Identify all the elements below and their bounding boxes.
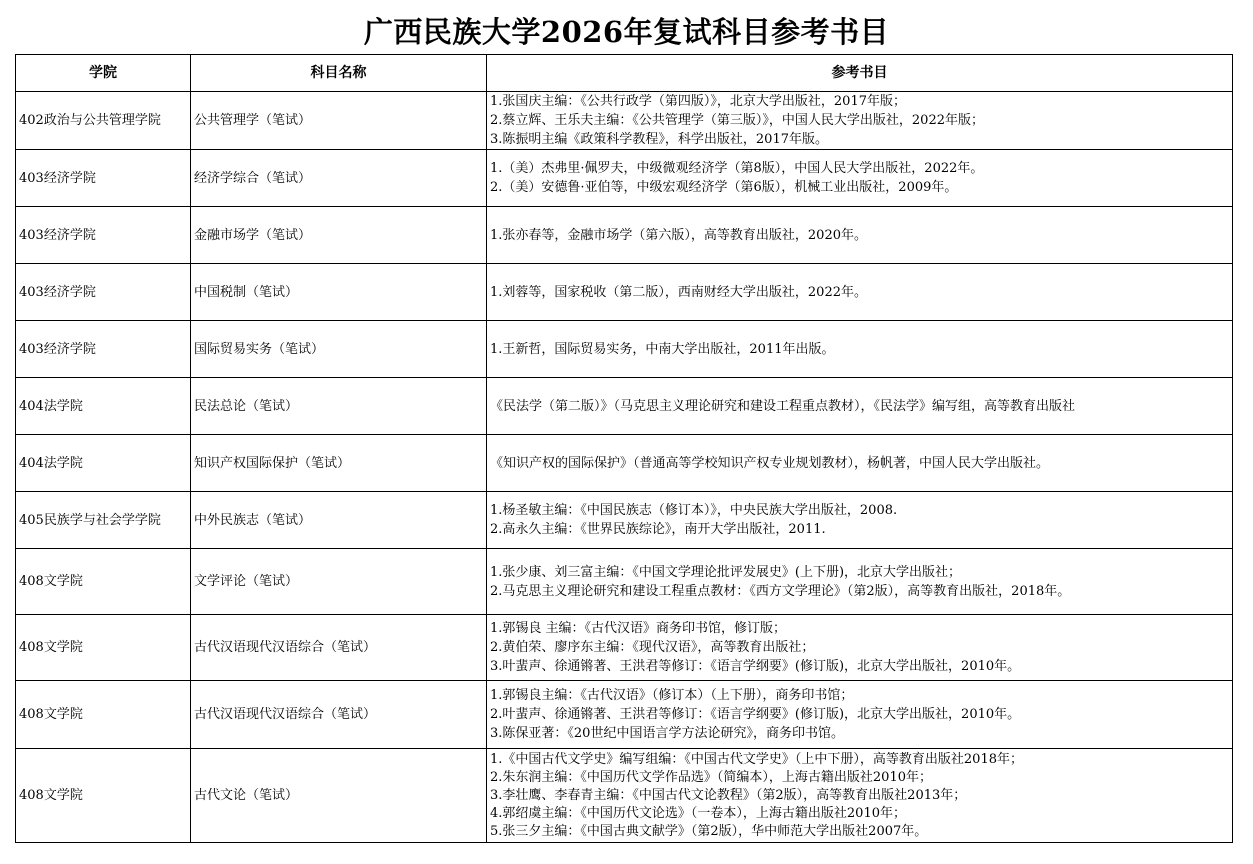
reference-book: 3.叶蜚声、徐通锵著、王洪君等修订：《语言学纲要》(修订版)，北京大学出版社，2010年。 (490, 659, 1021, 674)
college-cell: 403经济学院 (16, 207, 191, 264)
reference-book: 2.朱东润主编：《中国历代文学作品选》（简编本），上海古籍出版社2010年； (490, 769, 932, 785)
college-cell: 403经济学院 (16, 264, 191, 321)
reference-book: 3.李壮鹰、李春青主编：《中国古代文论教程》（第2版），高等教育出版社2013年； (490, 787, 967, 803)
table-row (16, 615, 1233, 681)
college-cell: 402政治与公共管理学院 (16, 92, 191, 150)
subject-cell: 公共管理学（笔试） (191, 92, 487, 150)
references-cell (487, 150, 1233, 207)
reference-book: 2.蔡立辉、王乐夫主编：《公共管理学（第三版）》，中国人民大学出版社，2022年版； (490, 113, 984, 128)
reference-book: 1.王新哲，国际贸易实务，中南大学出版社，2011年出版。 (490, 341, 835, 357)
subject-cell: 知识产权国际保护（笔试） (191, 435, 487, 492)
subject-cell: 古代汉语现代汉语综合（笔试） (191, 615, 487, 681)
reference-book: 1.张亦春等，金融市场学（第六版），高等教育出版社，2020年。 (490, 227, 867, 243)
references-cell (487, 615, 1233, 681)
reference-book: 2.黄伯荣、廖序东主编：《现代汉语》，高等教育出版社； (490, 640, 815, 655)
reference-book: 4.郭绍虞主编：《中国历代文论选》（一卷本），上海古籍出版社2010年； (490, 805, 906, 821)
table-row (16, 321, 1233, 378)
reference-book: 《知识产权的国际保护》（普通高等学校知识产权专业规划教材），杨帆著，中国人民大学出版社。 (490, 455, 1050, 471)
college-cell: 403经济学院 (16, 321, 191, 378)
college-cell: 408文学院 (16, 615, 191, 681)
table-header-row (16, 55, 1233, 92)
subject-cell: 中国税制（笔试） (191, 264, 487, 321)
references-cell (487, 378, 1233, 435)
reference-book: 1.郭锡良 主编：《古代汉语》商务印书馆，修订版； (490, 621, 787, 636)
college-cell: 408文学院 (16, 549, 191, 615)
references-cell (487, 435, 1233, 492)
table-body (16, 92, 1233, 843)
subject-cell: 金融市场学（笔试） (191, 207, 487, 264)
table-row (16, 749, 1233, 843)
references-cell (487, 492, 1233, 549)
subject-cell: 中外民族志（笔试） (191, 492, 487, 549)
reference-book: 1.杨圣敏主编：《中国民族志（修订本）》，中央民族大学出版社，2008. (490, 503, 898, 518)
college-cell: 408文学院 (16, 749, 191, 843)
college-cell: 403经济学院 (16, 150, 191, 207)
table-row (16, 378, 1233, 435)
page-title: 广西民族大学2026年复试科目参考书目 (363, 15, 890, 49)
reference-book: 《民法学（第二版）》（马克思主义理论研究和建设工程重点教材），《民法学》编写组，高等教育出版社 (490, 398, 1076, 414)
reference-book: 3.陈保亚著：《20世纪中国语言学方法论研究》，商务印书馆。 (490, 726, 844, 741)
reference-book: 1.《中国古代文学史》编写组编：《中国古代文学史》（上中下册），高等教育出版社2018年； (490, 751, 1023, 767)
subject-cell: 古代汉语现代汉语综合（笔试） (191, 681, 487, 749)
references-cell (487, 207, 1233, 264)
subject-cell: 文学评论（笔试） (191, 549, 487, 615)
table-row (16, 207, 1233, 264)
reference-book: 5.张三夕主编：《中国古典文献学》（第2版），华中师范大学出版社2007年。 (490, 823, 928, 839)
references-cell (487, 92, 1233, 150)
table-row (16, 549, 1233, 615)
subject-cell: 民法总论（笔试） (191, 378, 487, 435)
table-row (16, 92, 1233, 150)
college-cell: 405民族学与社会学学院 (16, 492, 191, 549)
table-row (16, 264, 1233, 321)
subject-cell: 国际贸易实务（笔试） (191, 321, 487, 378)
table-row (16, 681, 1233, 749)
references-cell (487, 321, 1233, 378)
reference-table (15, 54, 1233, 843)
references-cell (487, 549, 1233, 615)
references-cell (487, 264, 1233, 321)
references-cell (487, 749, 1233, 843)
reference-book: 1.（美）杰弗里·佩罗夫，中级微观经济学（第8版），中国人民大学出版社，2022年。 (490, 161, 984, 176)
reference-book: 2.高永久主编：《世界民族综论》，南开大学出版社，2011. (490, 522, 826, 537)
header-references: 参考书目 (487, 55, 1233, 92)
reference-book: 2.（美）安德鲁·亚伯等，中级宏观经济学（第6版），机械工业出版社，2009年。 (490, 180, 958, 195)
reference-book: 1.郭锡良主编：《古代汉语》（修订本）（上下册），商务印书馆； (490, 688, 854, 703)
reference-book: 2.叶蜚声、徐通锵著、王洪君等修订：《语言学纲要》(修订版)，北京大学出版社，2010年。 (490, 707, 1021, 722)
college-cell: 404法学院 (16, 378, 191, 435)
college-cell: 404法学院 (16, 435, 191, 492)
college-cell: 408文学院 (16, 681, 191, 749)
reference-book: 1.张国庆主编：《公共行政学（第四版）》，北京大学出版社，2017年版； (490, 94, 906, 109)
reference-book: 3.陈振明主编《政策科学教程》，科学出版社，2017年版。 (490, 132, 828, 147)
table-row (16, 435, 1233, 492)
subject-cell: 古代文论（笔试） (191, 749, 487, 843)
reference-book: 1.张少康、刘三富主编：《中国文学理论批评发展史》(上下册)，北京大学出版社； (490, 564, 962, 580)
table-row (16, 492, 1233, 549)
header-subject: 科目名称 (191, 55, 487, 92)
subject-cell: 经济学综合（笔试） (191, 150, 487, 207)
header-college: 学院 (16, 55, 191, 92)
reference-book: 2.马克思主义理论研究和建设工程重点教材：《西方文学理论》（第2版），高等教育出版社，2018年。 (490, 583, 1071, 599)
reference-book: 1.刘蓉等，国家税收（第二版），西南财经大学出版社，2022年。 (490, 284, 867, 300)
table-row (16, 150, 1233, 207)
references-cell (487, 681, 1233, 749)
